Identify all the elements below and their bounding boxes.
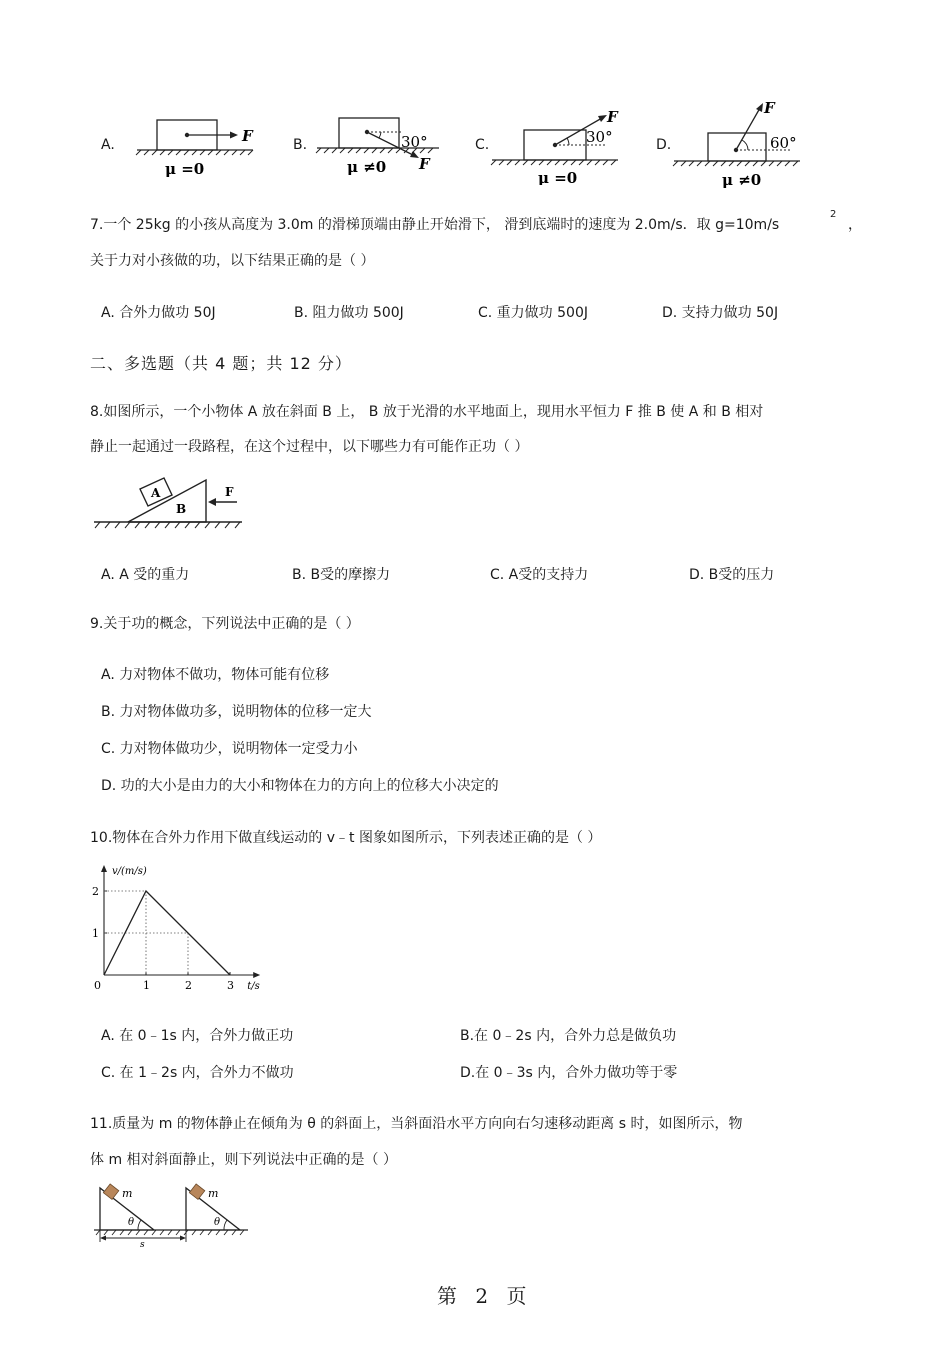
x-tick-label: 3	[227, 979, 234, 992]
question-text: 体 m 相对斜面静止，则下列说法中正确的是（ ）	[90, 1152, 397, 1168]
figure-block-upward-force-60	[672, 98, 807, 190]
option-b[interactable]: B. B受的摩擦力	[292, 567, 391, 583]
question-text: 9.关于功的概念，下列说法中正确的是（ ）	[90, 616, 360, 632]
x-axis-arrow	[253, 972, 260, 978]
x-axis-label: t/s	[247, 981, 260, 992]
friction-label: μ =0	[165, 160, 205, 178]
option-a[interactable]: A. 在 0﹣1s 内，合外力做正功	[101, 1028, 294, 1044]
angle-label: 60°	[770, 134, 797, 152]
section-heading: 二、多选题（共 4 题；共 12 分）	[90, 354, 352, 373]
force-label: F	[764, 99, 775, 117]
option-a-label: A.	[101, 137, 115, 153]
friction-label: μ ≠0	[347, 158, 387, 176]
figure-block-horizontal-force	[135, 112, 260, 182]
x-tick-label: 2	[185, 979, 192, 992]
chart-axes	[101, 865, 260, 978]
option-b[interactable]: B. 力对物体做功多，说明物体的位移一定大	[101, 704, 372, 720]
vt-chart	[88, 862, 268, 998]
question-text: 关于力对小孩做的功，以下结果正确的是（ ）	[90, 253, 375, 269]
question-text: 静止一起通过一段路程，在这个过程中，以下哪些力有可能作正功（ ）	[90, 439, 529, 455]
option-b-label: B.	[293, 137, 308, 153]
figure-block-downward-force	[315, 110, 450, 182]
y-tick-label: 2	[92, 885, 99, 898]
angle-label: 30°	[401, 133, 428, 151]
option-b[interactable]: B. 阻力做功 500J	[294, 305, 404, 321]
force-label: F	[419, 155, 430, 173]
y-tick-label: 1	[92, 927, 99, 940]
question-text: 11.质量为 m 的物体静止在倾角为 θ 的斜面上，当斜面沿水平方向向右匀速移动距离 s 时，如图所示，物	[90, 1116, 743, 1132]
option-a[interactable]: A. 力对物体不做功，物体可能有位移	[101, 667, 330, 683]
question-text: 8.如图所示，一个小物体 A 放在斜面 B 上， B 放于光滑的水平地面上，现用水平恒力 F 推 B 使 A 和 B 相对	[90, 404, 764, 420]
figure-block-upward-force-30	[490, 105, 625, 185]
y-axis-arrow	[101, 865, 107, 872]
friction-label: μ ≠0	[722, 171, 762, 189]
angle-label: 30°	[586, 128, 613, 146]
question-text: 7.一个 25kg 的小孩从高度为 3.0m 的滑梯顶端由静止开始滑下， 滑到底端时的速度为 2.0m/s．取 g=10m/s	[90, 217, 780, 233]
distance-label: s	[140, 1240, 145, 1248]
force-label: F	[607, 108, 618, 126]
option-c-label: C.	[475, 137, 490, 153]
page-number: 第 2 页	[437, 1284, 533, 1308]
figure-incline-with-block	[92, 474, 252, 536]
mass-label: m	[122, 1187, 133, 1200]
figure-incline-displacement	[92, 1180, 252, 1248]
option-d[interactable]: D. B受的压力	[689, 567, 775, 583]
force-label: F	[225, 485, 234, 499]
option-c[interactable]: C. 力对物体做功少，说明物体一定受力小	[101, 741, 358, 757]
option-c[interactable]: C. A受的支持力	[490, 567, 589, 583]
angle-label: θ	[128, 1217, 135, 1228]
angle-label: θ	[214, 1217, 221, 1228]
block-a-label: A	[151, 486, 161, 500]
chart-labels	[92, 866, 260, 992]
option-d[interactable]: D. 支持力做功 50J	[662, 305, 779, 321]
option-a[interactable]: A. A 受的重力	[101, 567, 190, 583]
option-d[interactable]: D. 功的大小是由力的大小和物体在力的方向上的位移大小决定的	[101, 778, 499, 794]
force-label: F	[242, 127, 253, 145]
option-c[interactable]: C. 在 1﹣2s 内，合外力不做功	[101, 1065, 294, 1081]
x-tick-label: 1	[143, 979, 150, 992]
superscript: 2	[830, 209, 837, 220]
question-text: 10.物体在合外力作用下做直线运动的 v﹣t 图象如图所示，下列表述正确的是（ ）	[90, 830, 602, 846]
punctuation: ，	[848, 217, 862, 233]
chart-guides	[104, 891, 188, 975]
incline-b-label: B	[176, 502, 187, 516]
option-a[interactable]: A. 合外力做功 50J	[101, 305, 216, 321]
mass-label: m	[208, 1187, 219, 1200]
y-axis-label: v/(m/s)	[112, 866, 147, 877]
x-tick-label: 0	[94, 979, 101, 992]
option-d[interactable]: D.在 0﹣3s 内，合外力做功等于零	[460, 1065, 678, 1081]
option-b[interactable]: B.在 0﹣2s 内，合外力总是做负功	[460, 1028, 677, 1044]
option-d-label: D.	[656, 137, 672, 153]
friction-label: μ =0	[538, 169, 578, 185]
option-c[interactable]: C. 重力做功 500J	[478, 305, 588, 321]
